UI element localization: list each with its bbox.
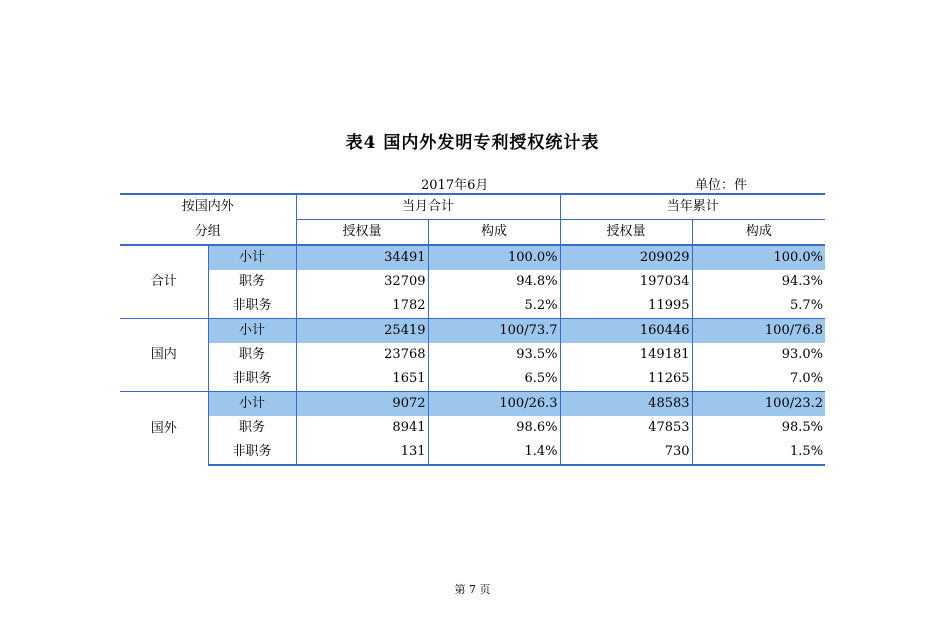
row-label: 非职务 [208, 367, 296, 392]
table-row [120, 270, 825, 294]
group-name: 合计 [150, 274, 177, 289]
current-month-header: 当月合计 [296, 194, 560, 220]
table-row [120, 343, 825, 367]
year-grants-cell: 209029 [560, 245, 692, 270]
month-grants-cell: 8941 [296, 416, 428, 440]
header-row-1 [120, 194, 825, 220]
row-label: 非职务 [208, 440, 296, 465]
table-row [120, 440, 825, 465]
table-row [120, 294, 825, 319]
month-grants-cell: 1782 [296, 294, 428, 319]
row-label: 职务 [208, 270, 296, 294]
year-grants-cell: 149181 [560, 343, 692, 367]
month-grants-cell: 9072 [296, 392, 428, 417]
month-composition-cell: 94.8% [428, 270, 560, 294]
year-grants-cell: 197034 [560, 270, 692, 294]
month-composition-cell: 1.4% [428, 440, 560, 465]
page-number: 第 7 页 [454, 583, 491, 596]
year-grants-cell: 47853 [560, 416, 692, 440]
year-total-header: 当年累计 [560, 194, 825, 220]
year-composition-cell: 100/23.2 [692, 392, 825, 417]
year-composition-cell: 94.3% [692, 270, 825, 294]
patent-grant-table [120, 193, 825, 466]
year-composition-cell: 7.0% [692, 367, 825, 392]
table-row [120, 245, 825, 270]
row-label: 小计 [208, 392, 296, 417]
year-grants-cell: 48583 [560, 392, 692, 417]
year-grants-cell: 11995 [560, 294, 692, 319]
table-row [120, 367, 825, 392]
year-composition-cell: 93.0% [692, 343, 825, 367]
group-name: 国内 [120, 319, 208, 392]
month-composition-cell: 100/73.7 [428, 319, 560, 344]
month-composition-cell: 98.6% [428, 416, 560, 440]
unit-label: 单位：件 [695, 178, 748, 193]
month-grants-cell: 34491 [296, 245, 428, 270]
row-label: 小计 [208, 319, 296, 344]
year-grants-cell: 730 [560, 440, 692, 465]
month-composition-header: 构成 [428, 220, 560, 246]
month-grants-cell: 23768 [296, 343, 428, 367]
group-header-top: 按国内外 [120, 194, 296, 220]
month-grants-header: 授权量 [296, 220, 428, 246]
month-grants-cell: 1651 [296, 367, 428, 392]
table-title: 表4 国内外发明专利授权统计表 [345, 133, 600, 153]
year-grants-cell: 160446 [560, 319, 692, 344]
table-row [120, 319, 825, 344]
month-composition-cell: 100.0% [428, 245, 560, 270]
row-label: 非职务 [208, 294, 296, 319]
header-row-2 [120, 220, 825, 246]
year-composition-cell: 100.0% [692, 245, 825, 270]
group-name: 国外 [120, 392, 208, 466]
year-grants-cell: 11265 [560, 367, 692, 392]
table-row [120, 416, 825, 440]
table-row [120, 392, 825, 417]
report-date: 2017年6月 [421, 178, 489, 193]
month-composition-cell: 5.2% [428, 294, 560, 319]
year-composition-cell: 98.5% [692, 416, 825, 440]
month-composition-cell: 100/26.3 [428, 392, 560, 417]
group-header-bottom: 分组 [120, 220, 296, 246]
year-grants-header: 授权量 [560, 220, 692, 246]
year-composition-header: 构成 [692, 220, 825, 246]
month-grants-cell: 25419 [296, 319, 428, 344]
year-composition-cell: 100/76.8 [692, 319, 825, 344]
row-label: 小计 [208, 245, 296, 270]
month-composition-cell: 6.5% [428, 367, 560, 392]
row-label: 职务 [208, 416, 296, 440]
row-label: 职务 [208, 343, 296, 367]
month-grants-cell: 32709 [296, 270, 428, 294]
month-grants-cell: 131 [296, 440, 428, 465]
year-composition-cell: 1.5% [692, 440, 825, 465]
year-composition-cell: 5.7% [692, 294, 825, 319]
month-composition-cell: 93.5% [428, 343, 560, 367]
